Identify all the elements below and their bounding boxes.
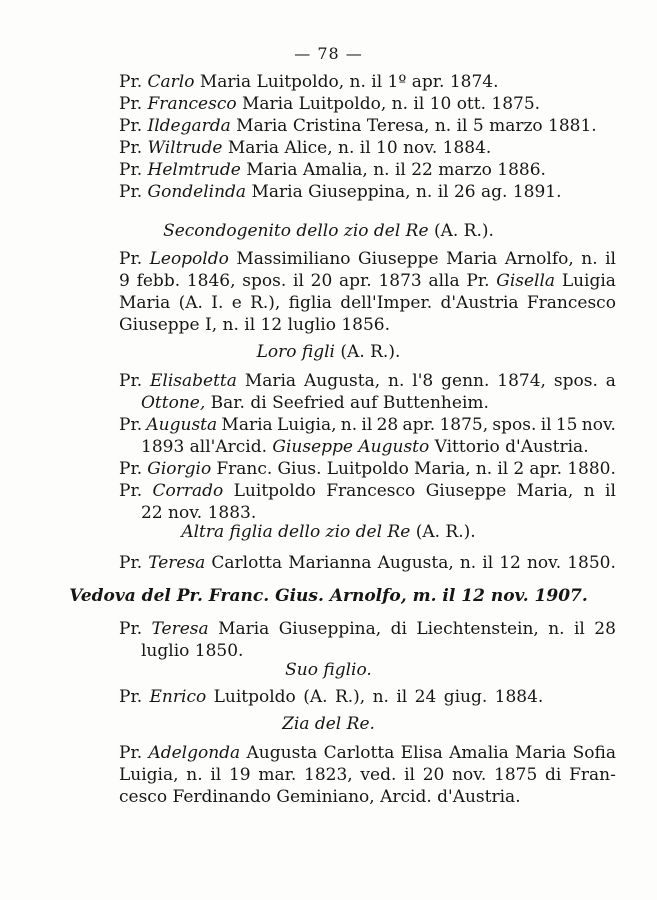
section-heading-suo-figlio: Suo figlio. bbox=[285, 660, 372, 680]
section-heading-loro-figli: Loro figli (A. R.). bbox=[256, 342, 401, 362]
entry-ildegarda: Pr. Ildegarda Maria Cristina Teresa, n. il 5 marzo 1881. bbox=[119, 116, 597, 136]
adelgonda-line-1: Pr. Adelgonda Augusta Carlotta Elisa Amalia Maria Sofia bbox=[119, 743, 616, 763]
teresa-maria-line-1: Pr. Teresa Maria Giuseppina, di Liechtenstein, n. il 28 bbox=[119, 619, 616, 639]
section-heading-zia-del-re: Zia del Re. bbox=[282, 714, 375, 734]
entry-wiltrude: Pr. Wiltrude Maria Alice, n. il 10 nov. 1884. bbox=[119, 138, 492, 158]
entry-carlo: Pr. Carlo Maria Luitpoldo, n. il 1º apr. 1874. bbox=[119, 72, 499, 92]
page-number: — 78 — bbox=[294, 44, 363, 63]
leopoldo-line-3: Maria (A. I. e R.), figlia dell'Imper. d'Austria Francesco bbox=[119, 293, 616, 313]
adelgonda-line-2: Luigia, n. il 19 mar. 1823, ved. il 20 nov. 1875 di Fran- bbox=[119, 765, 616, 785]
augusta-line-1: Pr. Augusta Maria Luigia, n. il 28 apr. 1875, spos. il 15 nov. bbox=[119, 415, 616, 435]
leopoldo-line-4: Giuseppe I, n. il 12 luglio 1856. bbox=[119, 315, 391, 335]
corrado-line-2: 22 nov. 1883. bbox=[141, 503, 257, 523]
giorgio-line: Pr. Giorgio Franc. Gius. Luitpoldo Maria, n. il 2 apr. 1880. bbox=[119, 459, 616, 479]
entry-enrico bbox=[119, 686, 616, 708]
leopoldo-line-2: 9 febb. 1846, spos. il 20 apr. 1873 alla Pr. Gisella Luigia bbox=[119, 271, 616, 291]
adelgonda-line-3: cesco Ferdinando Geminiano, Arcid. d'Austria. bbox=[119, 787, 521, 807]
entry-teresa-maria bbox=[119, 618, 616, 662]
entry-francesco: Pr. Francesco Maria Luitpoldo, n. il 10 ott. 1875. bbox=[119, 94, 541, 114]
entry-adelgonda bbox=[119, 742, 616, 808]
enrico-line: Pr. Enrico Luitpoldo (A. R.), n. il 24 giug. 1884. bbox=[119, 687, 544, 707]
section-heading-secondogenito: Secondogenito dello zio del Re (A. R.). bbox=[163, 221, 494, 241]
elisabetta-line-1: Pr. Elisabetta Maria Augusta, n. l'8 genn. 1874, spos. a bbox=[119, 371, 616, 391]
elisabetta-line-2: Ottone, Bar. di Seefried auf Buttenheim. bbox=[141, 393, 489, 413]
loro-figli-list bbox=[119, 370, 616, 524]
entry-gondelinda: Pr. Gondelinda Maria Giuseppina, n. il 26 ag. 1891. bbox=[119, 182, 562, 202]
entry-helmtrude: Pr. Helmtrude Maria Amalia, n. il 22 marzo 1886. bbox=[119, 160, 546, 180]
section-heading-altra-figlia: Altra figlia dello zio del Re (A. R.). bbox=[181, 522, 476, 542]
entry-teresa-carlotta bbox=[119, 552, 616, 574]
corrado-line-1: Pr. Corrado Luitpoldo Francesco Giuseppe Maria, n il bbox=[119, 481, 616, 501]
section-heading-vedova: Vedova del Pr. Franc. Gius. Arnolfo, m. il 12 nov. 1907. bbox=[69, 586, 588, 606]
teresa-carlotta-line: Pr. Teresa Carlotta Marianna Augusta, n. il 12 nov. 1850. bbox=[119, 553, 616, 573]
entry-leopoldo bbox=[119, 248, 616, 336]
teresa-maria-line-2: luglio 1850. bbox=[141, 641, 244, 661]
leopoldo-line-1: Pr. Leopoldo Massimiliano Giuseppe Maria Arnolfo, n. il bbox=[119, 249, 616, 269]
children-list bbox=[119, 71, 616, 203]
augusta-line-2: 1893 all'Arcid. Giuseppe Augusto Vittorio d'Austria. bbox=[141, 437, 589, 457]
